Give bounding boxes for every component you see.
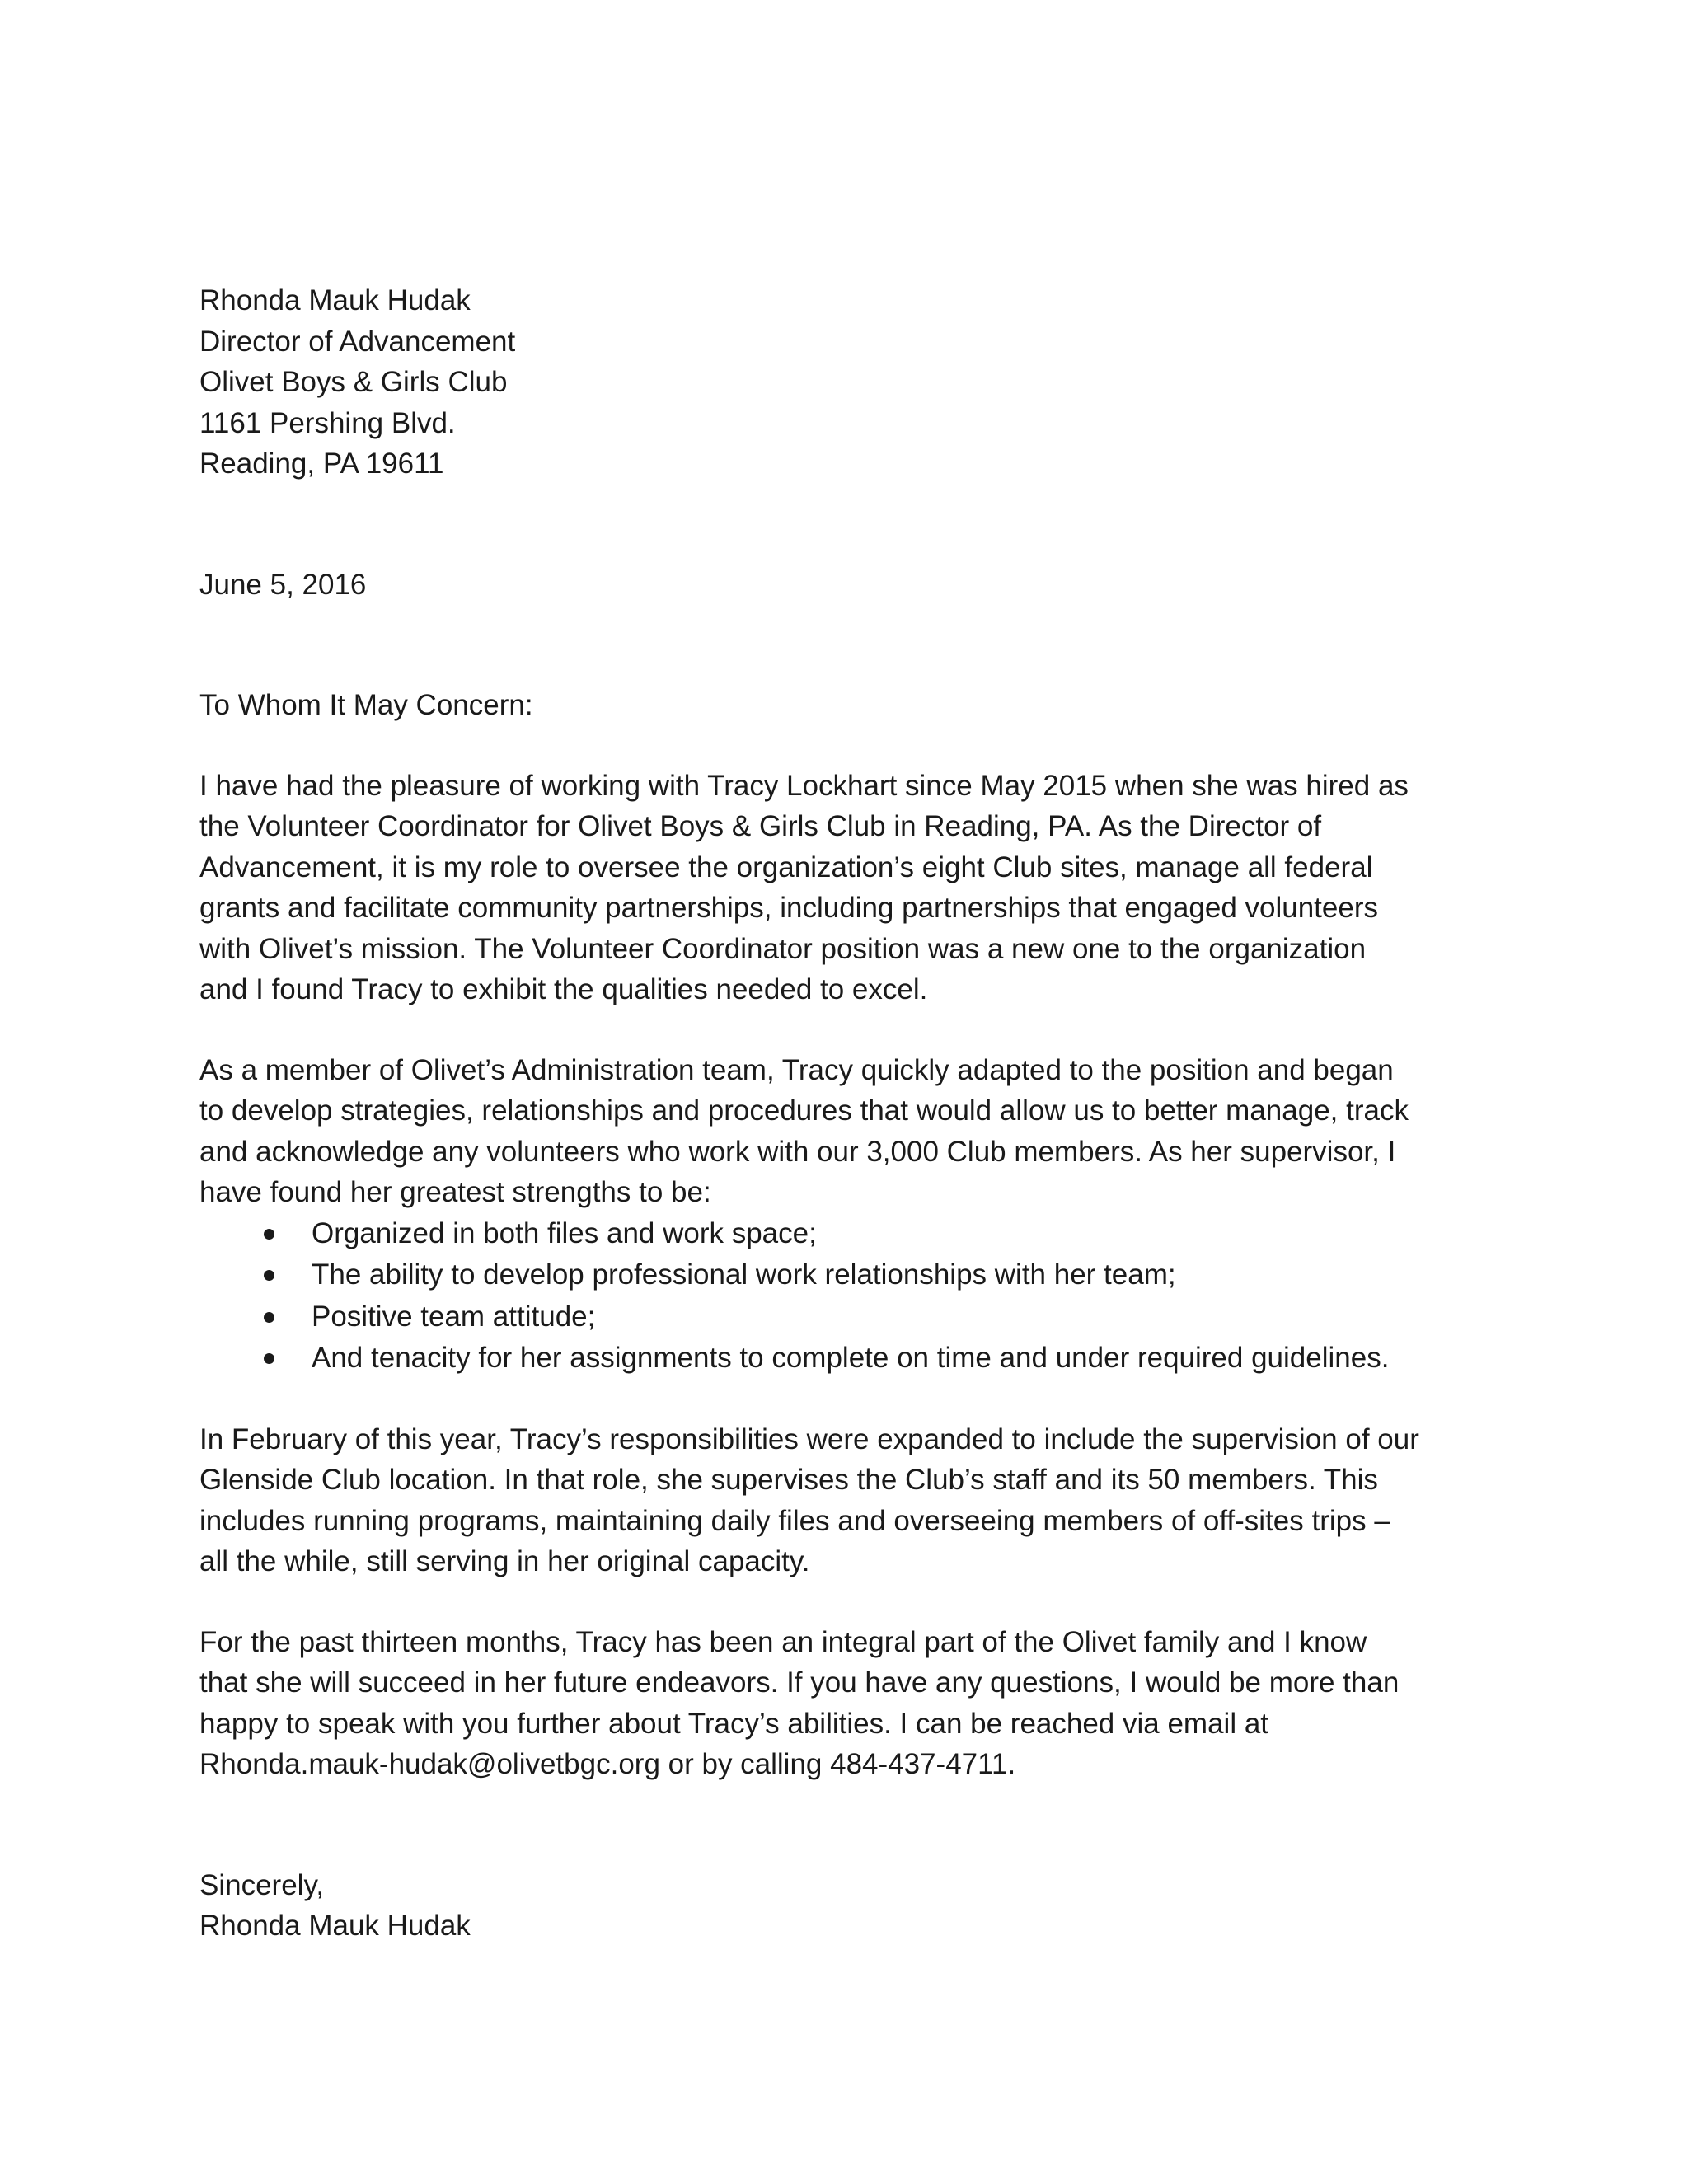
paragraph-line: with Olivet’s mission. The Volunteer Coordinator position was a new one to the organization xyxy=(199,932,1367,965)
paragraph-line: have found her greatest strengths to be: xyxy=(199,1176,711,1208)
list-item-text: And tenacity for her assignments to complete on time and under required guidelines. xyxy=(312,1342,1390,1374)
letter-date xyxy=(199,565,1485,606)
date-text: June 5, 2016 xyxy=(199,568,367,601)
paragraph-strengths-intro xyxy=(199,1050,1485,1213)
bullet-icon xyxy=(264,1312,274,1323)
bullet-icon xyxy=(264,1229,274,1240)
paragraph-line: includes running programs, maintaining daily files and overseeing members of off-sites trips – xyxy=(199,1504,1390,1537)
paragraph-line: the Volunteer Coordinator for Olivet Boys & Girls Club in Reading, PA. As the Director of xyxy=(199,810,1322,842)
paragraph-line: happy to speak with you further about Tracy’s abilities. I can be reached via email at xyxy=(199,1707,1269,1740)
strengths-list xyxy=(199,1213,1485,1380)
list-item-text: The ability to develop professional work relationships with her team; xyxy=(312,1258,1176,1291)
sender-name: Rhonda Mauk Hudak xyxy=(199,284,471,316)
paragraph-expanded-responsibilities xyxy=(199,1419,1485,1582)
paragraph-line: I have had the pleasure of working with Tracy Lockhart since May 2015 when she was hired as xyxy=(199,769,1409,802)
paragraph-line: For the past thirteen months, Tracy has been an integral part of the Olivet family and I know xyxy=(199,1625,1367,1658)
paragraph-line: As a member of Olivet’s Administration team, Tracy quickly adapted to the position and began xyxy=(199,1053,1394,1086)
paragraph-contact xyxy=(199,1622,1485,1785)
list-item xyxy=(199,1296,1485,1338)
list-item-text: Organized in both files and work space; xyxy=(312,1216,817,1249)
list-item xyxy=(199,1338,1485,1380)
paragraph-line: Glenside Club location. In that role, she supervises the Club’s staff and its 50 members. This xyxy=(199,1464,1378,1496)
paragraph-introduction xyxy=(199,766,1485,1010)
paragraph-line: to develop strategies, relationships and procedures that would allow us to better manage, track xyxy=(199,1094,1409,1127)
list-item xyxy=(199,1213,1485,1255)
paragraph-line: and acknowledge any volunteers who work with our 3,000 Club members. As her supervisor, I xyxy=(199,1135,1396,1168)
paragraph-line: and I found Tracy to exhibit the qualities needed to excel. xyxy=(199,973,928,1005)
list-item xyxy=(199,1254,1485,1296)
sender-title: Director of Advancement xyxy=(199,325,516,358)
paragraph-line: all the while, still serving in her original capacity. xyxy=(199,1545,810,1577)
bullet-icon xyxy=(264,1270,274,1281)
salutation xyxy=(199,685,1485,726)
sender-organization: Olivet Boys & Girls Club xyxy=(199,366,508,398)
paragraph-line: In February of this year, Tracy’s responsibilities were expanded to include the supervision of our xyxy=(199,1422,1419,1455)
signature-name: Rhonda Mauk Hudak xyxy=(199,1910,471,1942)
closing-block xyxy=(199,1865,1485,1947)
paragraph-line: Advancement, it is my role to oversee the organization’s eight Club sites, manage all federal xyxy=(199,851,1373,883)
sender-city-state-zip: Reading, PA 19611 xyxy=(199,448,444,480)
paragraph-line: Rhonda.mauk-hudak@olivetbgc.org or by calling 484-437-4711. xyxy=(199,1748,1016,1780)
paragraph-line: grants and facilitate community partnerships, including partnerships that engaged volunteers xyxy=(199,892,1378,924)
salutation-text: To Whom It May Concern: xyxy=(199,689,533,721)
bullet-icon xyxy=(264,1353,274,1364)
sender-street: 1161 Pershing Blvd. xyxy=(199,406,456,439)
sender-address-block xyxy=(199,280,1485,485)
letter-body xyxy=(199,280,1485,1947)
closing-text: Sincerely, xyxy=(199,1868,325,1901)
paragraph-line: that she will succeed in her future endeavors. If you have any questions, I would be more than xyxy=(199,1666,1400,1699)
list-item-text: Positive team attitude; xyxy=(312,1300,596,1333)
